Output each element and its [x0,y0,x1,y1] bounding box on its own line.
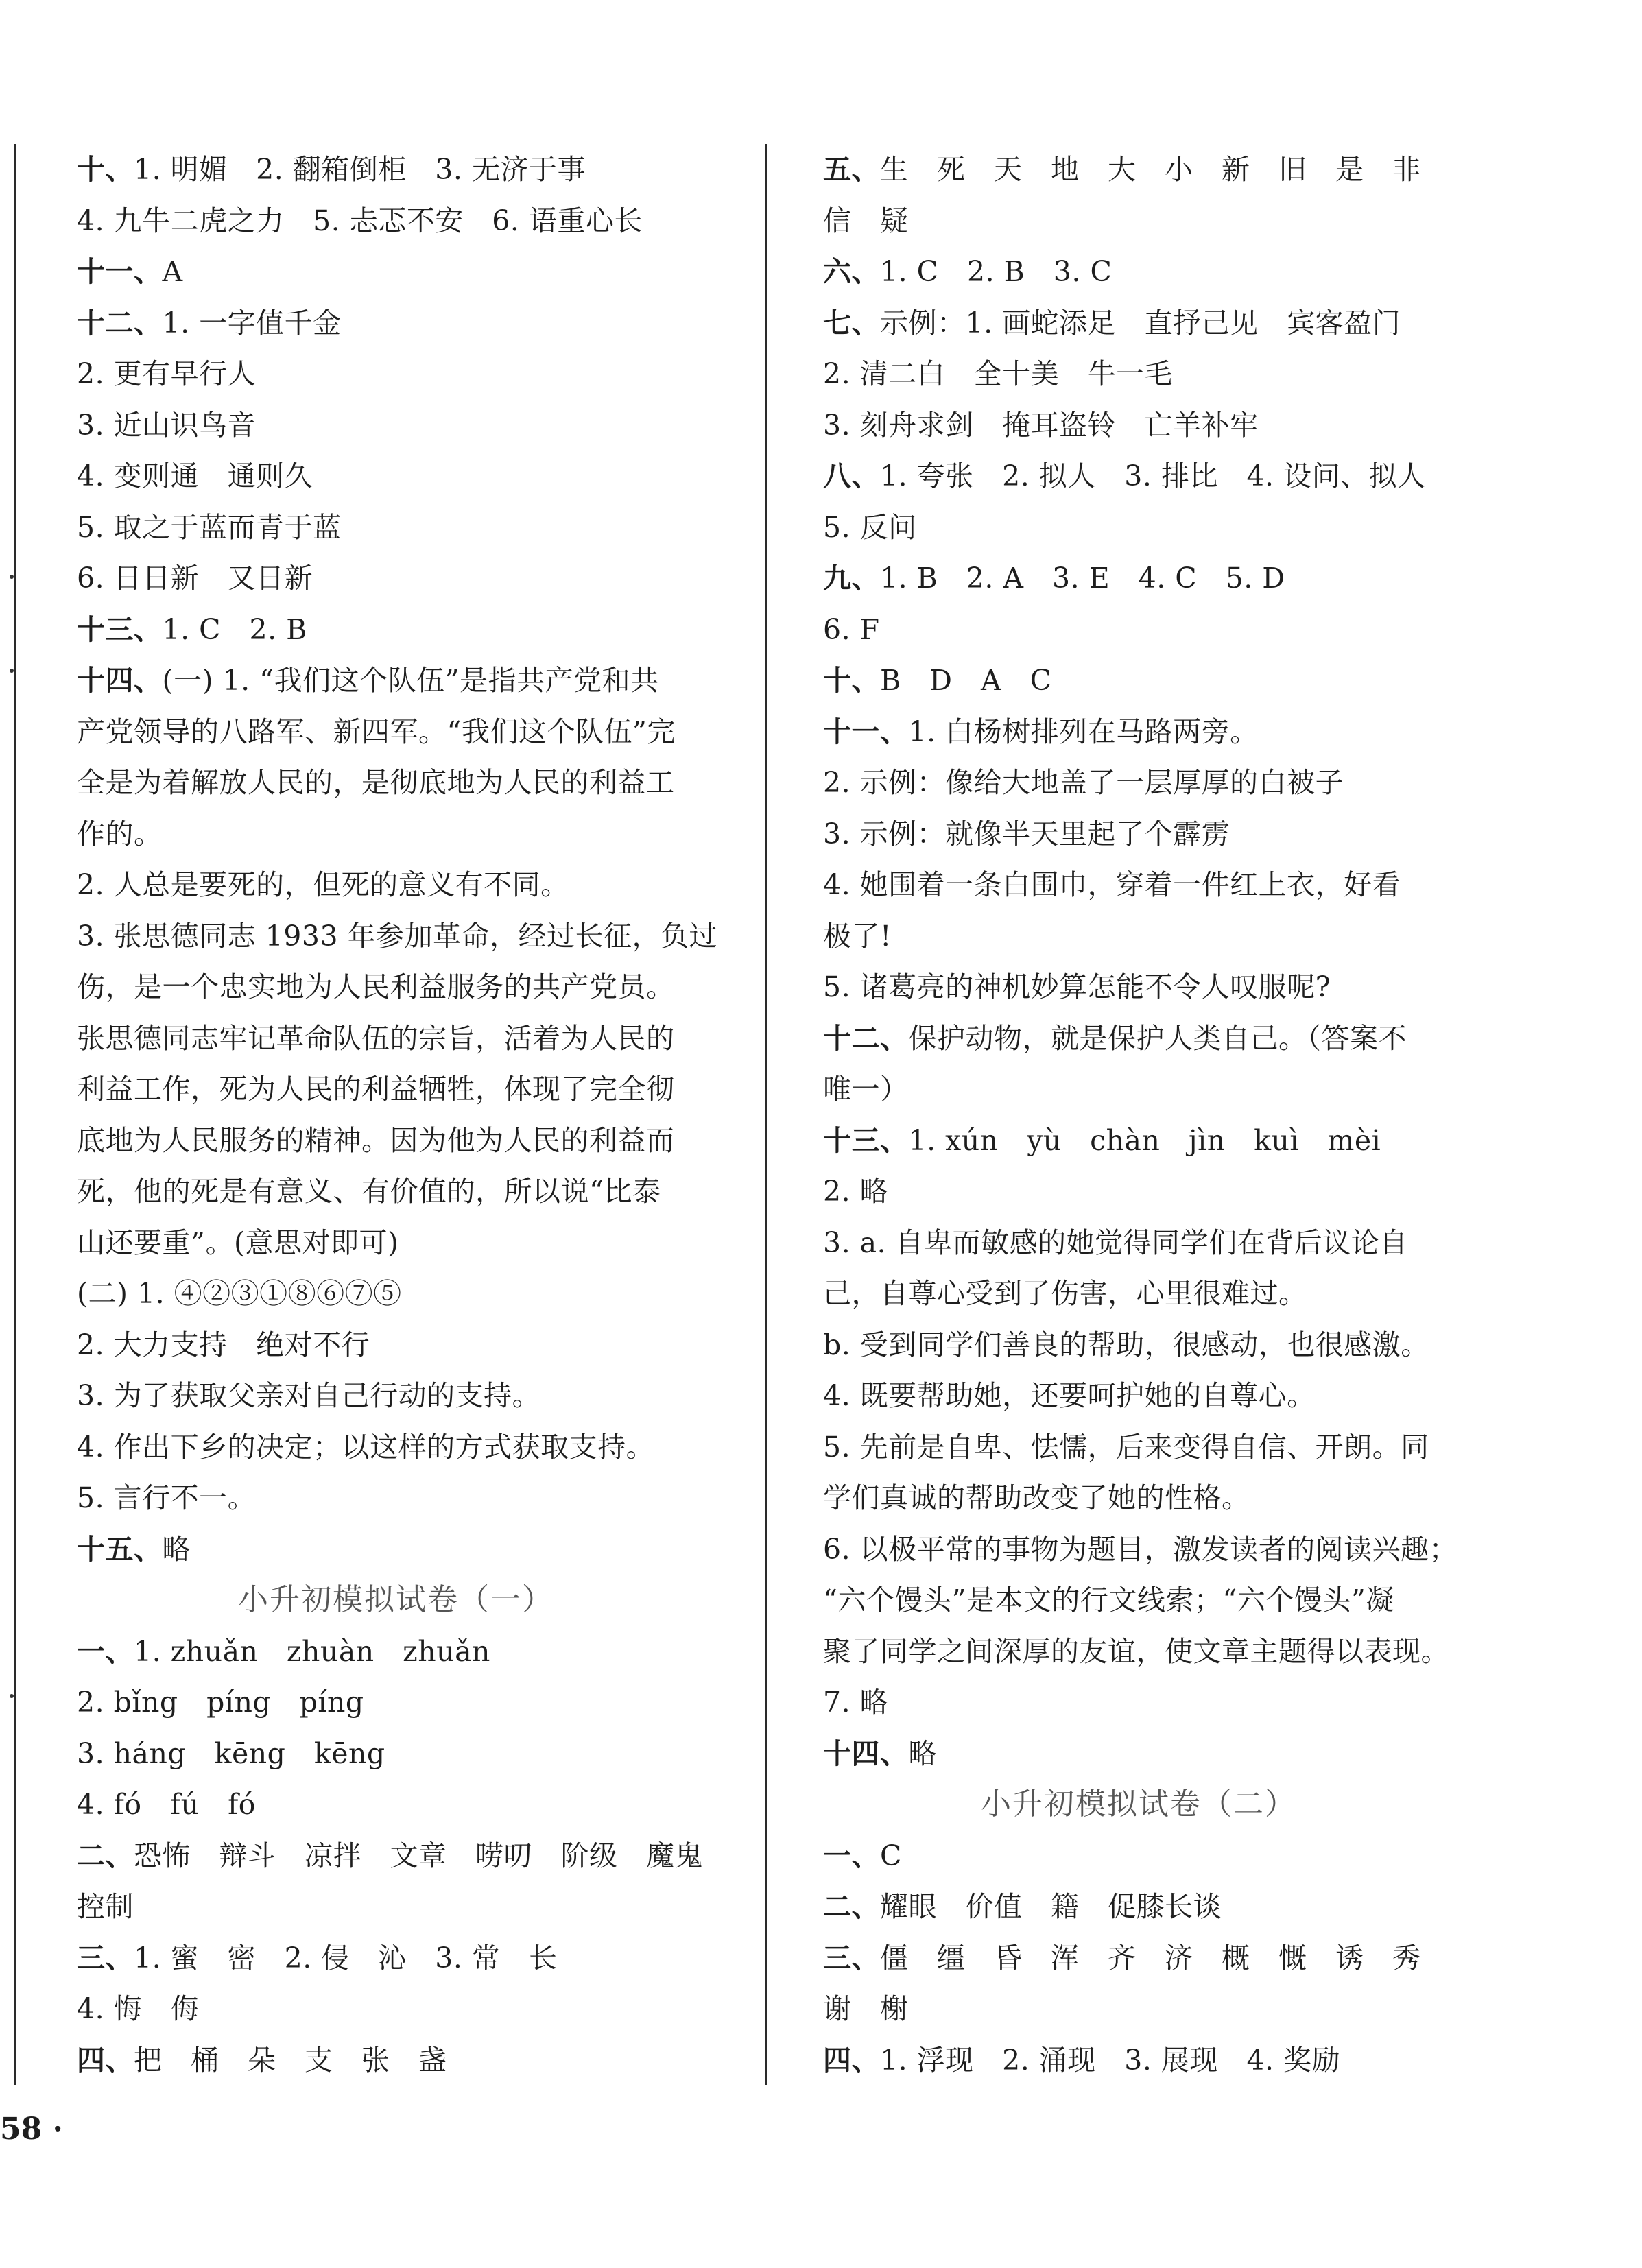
answer-text: 5. 先前是自卑、怯懦，后来变得自信、开朗。同 [823,1430,1429,1464]
answer-line [77,451,715,502]
answer-text: 1. 白杨树排列在马路两旁。 [908,715,1259,748]
answer-text: 唯一） [823,1073,909,1106]
answer-text: 谢 榭 [823,1992,909,2025]
answer-text: 3. a. 自卑而敏感的她觉得同学们在背后议论自 [823,1226,1408,1259]
answer-text: 1. C 2. B [162,612,307,646]
answer-line [77,246,715,298]
answer-line [77,1115,715,1167]
answer-text: 伤，是一个忠实地为人民利益服务的共产党员。 [77,970,675,1003]
answer-text: 己，自尊心受到了伤害，心里很难过。 [823,1277,1307,1310]
answer-text: 把 桶 朵 支 张 盏 [134,2043,447,2077]
answer-text: 1. 明媚 2. 翻箱倒柜 3. 无济于事 [134,153,586,186]
answer-line [77,859,715,911]
answer-text: 控制 [77,1890,134,1923]
answer-line [77,1370,715,1422]
answer-text: 保护动物，就是保护人类自己。（答案不 [908,1021,1407,1055]
question-number: 三、 [823,1941,880,1974]
answer-text: 底地为人民服务的精神。因为他为人民的利益而 [77,1123,675,1157]
answer-line [823,1115,1454,1167]
answer-line [823,1575,1454,1626]
answer-text: 1. B 2. A 3. E 4. C 5. D [880,562,1285,595]
answer-line [77,1983,715,2035]
answer-line [823,1933,1454,1984]
answer-text: 1. 蜜 密 2. 侵 沁 3. 常 长 [134,1941,558,1974]
question-number: 一、 [823,1839,880,1872]
answer-text: 僵 缰 昏 浑 齐 济 概 慨 诱 秀 [880,1941,1421,1974]
answer-text: (二) 1. ④②③①⑧⑥⑦⑤ [77,1277,402,1310]
answer-text: 1. zhuǎn zhuàn zhuǎn [134,1634,490,1668]
answer-text: “六个馒头”是本文的行文线索；“六个馒头”凝 [823,1584,1394,1616]
answer-line [823,502,1454,553]
answer-text: 5. 反问 [823,510,917,544]
question-number: 七、 [823,306,880,339]
question-number: 二、 [823,1890,880,1923]
question-number: 十四、 [77,664,163,697]
answer-line [823,553,1454,604]
answer-text: 1. 浮现 2. 涌现 3. 展现 4. 奖励 [880,2043,1341,2077]
answer-line [823,1064,1454,1115]
answer-line [77,553,715,604]
answer-line [823,1626,1454,1678]
answer-text: 作的。 [77,817,163,850]
question-number: 四、 [77,2043,134,2077]
answer-text: 4. 九牛二虎之力 5. 忐忑不安 6. 语重心长 [77,204,643,237]
question-number: 二、 [77,1839,134,1872]
answer-text: 7. 略 [823,1686,889,1719]
answer-line [77,298,715,349]
question-number: 五、 [823,153,880,186]
answer-text: 聚了同学之间深厚的友谊，使文章主题得以表现。 [823,1634,1449,1668]
answer-text: 产党领导的八路军、新四军。“我们这个队伍”完 [77,715,676,748]
answer-text: C [880,1839,902,1872]
question-number: 十三、 [77,612,163,646]
answer-text: 1. 一字值千金 [162,306,342,339]
answer-text: 2. 大力支持 绝对不行 [77,1328,370,1361]
answer-line [77,655,715,706]
answer-text: 2. 人总是要死的，但死的意义有不同。 [77,868,569,901]
left-column [77,144,718,2086]
question-number: 十二、 [77,306,163,339]
answer-text: 4. fó fú fó [77,1788,256,1821]
answer-text: 山还要重”。(意思对即可) [77,1226,399,1259]
answer-line [77,911,718,962]
answer-text: 2. bǐng píng píng [77,1686,364,1719]
answer-text: 3. háng kēng kēng [77,1736,385,1770]
answer-line [823,1268,1454,1320]
answer-line [823,144,1454,195]
answer-text: 4. 悔 侮 [77,1992,200,2025]
answer-text: 3. 示例：就像半天里起了个霹雳 [823,817,1230,850]
answer-line [77,1320,715,1371]
answer-line [823,859,1454,911]
answer-text: 6. 日日新 又日新 [77,562,313,595]
question-number: 八、 [823,459,880,492]
answer-line [77,1422,715,1473]
page-number: 58 · [0,2112,63,2147]
answer-text: B D A C [880,664,1052,697]
answer-line [823,809,1454,860]
answer-text: 2. 更有早行人 [77,357,257,390]
answer-line [823,195,1454,247]
question-number: 十一、 [823,715,909,748]
question-number: 十五、 [77,1532,163,1566]
answer-text: 4. 作出下乡的决定；以这样的方式获取支持。 [77,1430,655,1464]
answer-text: 示例：1. 画蛇添足 直抒己见 宾客盈门 [880,306,1401,339]
question-number: 十二、 [823,1021,909,1055]
answer-line [823,1728,1454,1780]
answer-line [77,144,715,195]
answer-text: 学们真诚的帮助改变了她的性格。 [823,1481,1250,1514]
margin-mark [10,1694,14,1698]
answer-text: 死，他的死是有意义、有价值的，所以说“比泰 [77,1175,661,1208]
answer-line [77,1217,715,1269]
answer-text: 5. 诸葛亮的神机妙算怎能不令人叹服呢? [823,970,1331,1003]
answer-text: 1. C 2. B 3. C [880,255,1112,288]
answer-line [823,1422,1454,1473]
answer-text: 略 [908,1736,937,1770]
answer-text: 全是为着解放人民的，是彻底地为人民的利益工 [77,766,675,799]
answer-text: 张思德同志牢记革命队伍的宗旨，活着为人民的 [77,1021,675,1055]
answer-text: 5. 言行不一。 [77,1481,257,1514]
answer-line [823,706,1454,758]
answer-line [77,809,715,860]
answer-text: 5. 取之于蓝而青于蓝 [77,510,342,544]
answer-text: 1. xún yù chàn jìn kuì mèi [908,1123,1381,1157]
answer-line [823,1983,1454,2035]
answer-text: 6. F [823,612,880,646]
answer-line [823,1320,1454,1371]
answer-text: 3. 张思德同志 1933 年参加革命，经过长征，负过 [77,919,718,953]
answer-line [77,962,715,1013]
answer-line [77,1013,715,1064]
answer-line [823,1524,1458,1575]
answer-line [823,1830,1454,1882]
answer-line [77,1933,715,1984]
answer-line [823,400,1454,451]
answer-text: 恐怖 辩斗 凉拌 文章 唠叨 阶级 魔鬼 [134,1839,703,1872]
answer-line [77,604,715,656]
answer-line [77,502,715,553]
left-margin-rule [14,144,16,2085]
answer-line [77,1166,715,1217]
answer-line [823,1217,1454,1269]
answer-line [823,962,1454,1013]
right-column [823,144,1458,2086]
answer-line [77,1881,715,1933]
answer-line [823,1370,1454,1422]
answer-line [823,911,1454,962]
question-number: 十四、 [823,1736,909,1770]
section-title: 小升初模拟试卷（二） [981,1787,1296,1822]
answer-text: A [162,255,183,288]
answer-line [77,1268,715,1320]
answer-line [823,604,1454,656]
answer-line [77,348,715,400]
answer-line [77,757,715,809]
answer-line [77,400,715,451]
answer-line [77,1677,715,1728]
answer-text: 信 疑 [823,204,909,237]
answer-text: 4. 她围着一条白围巾，穿着一件红上衣，好看 [823,868,1401,901]
column-divider [765,144,767,2085]
answer-line [823,298,1454,349]
answer-text: b. 受到同学们善良的帮助，很感动，也很感激。 [823,1328,1429,1361]
answer-line [823,2035,1454,2086]
answer-line [823,757,1454,809]
answer-line [823,451,1454,502]
question-number: 十、 [823,664,880,697]
answer-text: 4. 既要帮助她，还要呵护她的自尊心。 [823,1379,1316,1412]
question-number: 三、 [77,1941,134,1974]
question-number: 四、 [823,2043,880,2077]
answer-line [823,1881,1454,1933]
answer-text: 略 [162,1532,191,1566]
answer-text: 3. 刻舟求剑 掩耳盗铃 亡羊补牢 [823,408,1259,442]
answer-line [77,1064,715,1115]
answer-text: 生 死 天 地 大 小 新 旧 是 非 [880,153,1421,186]
answer-line [823,1677,1454,1728]
question-number: 十一、 [77,255,163,288]
answer-text: 2. 清二白 全十美 牛一毛 [823,357,1174,390]
answer-line [77,2035,715,2086]
answer-line [77,1524,715,1575]
answer-text: 6. 以极平常的事物为题目，激发读者的阅读兴趣； [823,1532,1458,1566]
answer-line [823,1166,1454,1217]
answer-text: 1. 夸张 2. 拟人 3. 排比 4. 设问、拟人 [880,459,1426,492]
question-number: 十三、 [823,1123,909,1157]
answer-line [77,1779,715,1830]
answer-line [77,1626,715,1678]
question-number: 六、 [823,255,880,288]
question-number: 十、 [77,153,134,186]
answer-line [77,1830,715,1882]
answer-text: 2. 略 [823,1175,889,1208]
answer-line [823,246,1454,298]
margin-mark [10,575,14,579]
answer-line [823,655,1454,706]
answer-line [823,1013,1454,1064]
section-title: 小升初模拟试卷（一） [238,1582,554,1617]
answer-line [77,1472,715,1524]
answer-text: 3. 为了获取父亲对自己行动的支持。 [77,1379,541,1412]
answer-text: 2. 示例：像给大地盖了一层厚厚的白被子 [823,766,1344,799]
answer-text: 3. 近山识鸟音 [77,408,257,442]
answer-text: 极了! [823,919,892,953]
answer-line [823,348,1454,400]
answer-text: 4. 变则通 通则久 [77,459,313,492]
answer-line [77,706,715,758]
answer-line [823,1472,1454,1524]
answer-text: (一) 1. “我们这个队伍”是指共产党和共 [162,664,659,697]
question-number: 一、 [77,1634,134,1668]
question-number: 九、 [823,562,880,595]
answer-text: 耀眼 价值 籍 促膝长谈 [880,1890,1222,1923]
answer-line [77,1728,715,1780]
margin-mark [10,669,14,673]
answer-text: 利益工作，死为人民的利益牺牲，体现了完全彻 [77,1073,675,1106]
answer-line [77,195,715,247]
